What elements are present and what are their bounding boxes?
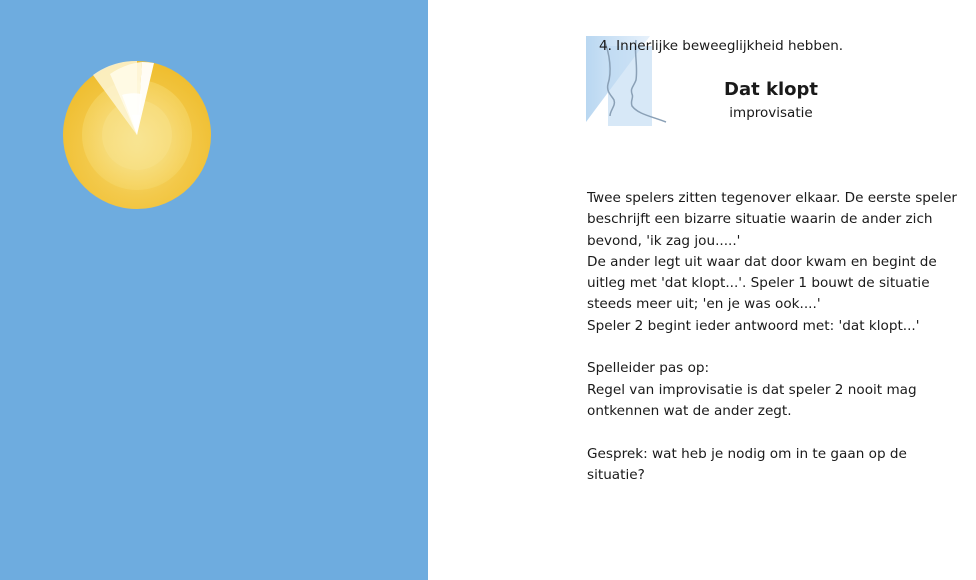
card-category: 4. Innerlijke beweeglijkheid hebben. xyxy=(599,38,844,54)
instruction-line: De ander legt uit waar dat door kwam en begint de xyxy=(587,253,937,270)
instruction-line: uitleg met 'dat klopt...'. Speler 1 bouwt de situatie xyxy=(587,275,930,292)
instruction-line: steeds meer uit; 'en je was ook....' xyxy=(587,296,821,313)
instruction-line: Speler 2 begint ieder antwoord met: 'dat klopt...' xyxy=(587,317,920,334)
card-title: Dat klopt xyxy=(724,79,818,100)
instruction-line: bevond, 'ik zag jou.....' xyxy=(587,232,741,249)
instruction-line: ontkennen wat de ander zegt. xyxy=(587,402,792,419)
instruction-line: Spelleider pas op: xyxy=(587,360,710,377)
instruction-line: Regel van improvisatie is dat speler 2 nooit mag xyxy=(587,381,917,398)
card-type: improvisatie xyxy=(729,105,813,121)
instructions-text xyxy=(587,188,967,486)
paragraph-gap xyxy=(587,422,967,443)
paragraph-gap xyxy=(587,337,967,358)
instruction-line: Gesprek: wat heb je nodig om in te gaan op de xyxy=(587,445,907,462)
instruction-line: beschrijft een bizarre situatie waarin de ander zich xyxy=(587,211,933,228)
instruction-line: situatie? xyxy=(587,466,645,483)
instruction-line: Twee spelers zitten tegenover elkaar. De eerste speler xyxy=(587,190,958,206)
sun-wedge-icon xyxy=(62,60,212,210)
left-cover-panel xyxy=(0,0,428,580)
